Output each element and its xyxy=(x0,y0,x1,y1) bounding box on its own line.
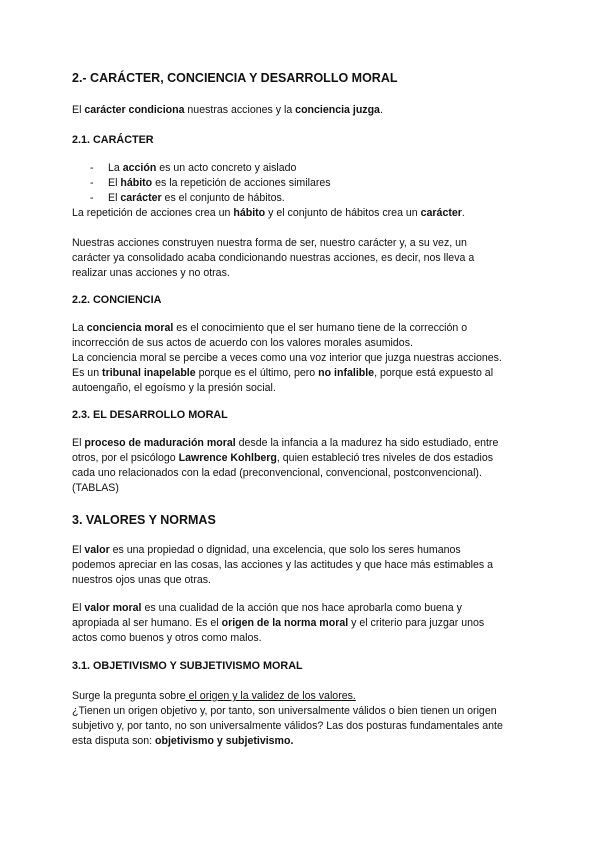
list-item: - El carácter es el conjunto de hábitos. xyxy=(90,192,285,204)
section-heading-objetivismo: 3.1. OBJETIVISMO Y SUBJETIVISMO MORAL xyxy=(72,660,303,672)
caracter-list xyxy=(72,161,532,206)
valores-paragraph-1: El valor es una propiedad o dignidad, una excelencia, que solo los seres humanos podemos apreciar en las cosas, las acciones y las actitudes y que hace más estimables a nuestros ojos unas que otras. xyxy=(72,544,494,586)
list-item: - La acción es un acto concreto y aislado xyxy=(90,162,297,174)
section-heading-desarrollo: 2.3. EL DESARROLLO MORAL xyxy=(72,409,228,421)
caracter-summary: La repetición de acciones crea un hábito y el conjunto de hábitos crea un carácter. xyxy=(72,207,465,219)
intro-bold-caracter: carácter condiciona xyxy=(84,104,185,116)
desarrollo-paragraph: El proceso de maduración moral desde la infancia a la madurez ha sido estudiado, entre otros, por el psicólogo Lawrence Kohlberg, quien estableció tres niveles de dos estadios cada uno relacionados con la edad (preconvencional, convencional, postconvencional). (TABLAS) xyxy=(72,437,499,494)
section-heading-valores: 3. VALORES Y NORMAS xyxy=(72,513,216,527)
intro-bold-conciencia: conciencia juzga xyxy=(295,104,380,116)
intro-paragraph: El carácter condiciona nuestras acciones y la conciencia juzga. xyxy=(72,104,383,116)
section-heading-conciencia: 2.2. CONCIENCIA xyxy=(72,294,162,306)
list-item: - El hábito es la repetición de acciones similares xyxy=(90,177,331,189)
underlined-phrase: el origen y la validez de los valores. xyxy=(185,690,356,702)
valores-paragraph-2: El valor moral es una cualidad de la acción que nos hace aprobarla como buena y apropiada al ser humano. Es el origen de la norma moral y el criterio para juzgar unos actos como buenos y otros como malos. xyxy=(72,602,485,644)
caracter-paragraph: Nuestras acciones construyen nuestra forma de ser, nuestro carácter y, a su vez, un carácter ya consolidado acaba condicionando nuestras acciones, es decir, nos lleva a realizar unas acciones y no otras. xyxy=(72,237,475,279)
document-title: 2.- CARÁCTER, CONCIENCIA Y DESARROLLO MORAL xyxy=(72,71,398,85)
objetivismo-paragraph: Surge la pregunta sobre el origen y la validez de los valores. ¿Tienen un origen objetivo y, por tanto, son universalmente válidos o bien tienen un origen subjetivo y, por tanto, no son universalmente válidos? Las dos posturas fundamentales ante esta disputa son: objetivismo y subjetivismo. xyxy=(72,690,503,747)
section-heading-caracter: 2.1. CARÁCTER xyxy=(72,134,154,146)
conciencia-paragraph: La conciencia moral es el conocimiento que el ser humano tiene de la corrección o incorrección de sus actos de acuerdo con los valores morales asumidos. La conciencia moral se percibe a veces como una voz interior que juzga nuestras acciones. Es un tribunal inapelable porque es el último, pero no infalible, porque está expuesto al autoengaño, el egoísmo y la presión social. xyxy=(72,322,502,394)
